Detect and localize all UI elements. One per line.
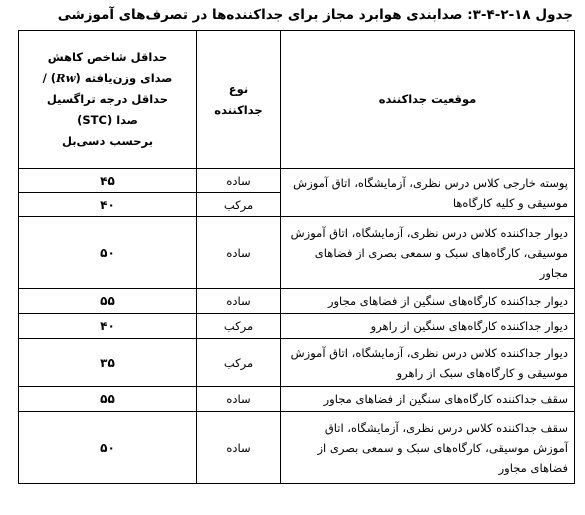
- header-value-line3: حداقل درجه تراگسیل: [46, 92, 169, 106]
- cell-location: دیوار جداکننده کارگاه‌های سنگین از راهرو: [281, 314, 575, 339]
- table-row: [19, 169, 575, 193]
- table-row: [19, 339, 575, 387]
- header-value-line4: صدا (STC): [77, 113, 138, 127]
- cell-type: مرکب: [197, 314, 281, 339]
- cell-type: ساده: [197, 289, 281, 314]
- cell-value: ۴۰: [19, 193, 197, 217]
- cell-type: مرکب: [197, 339, 281, 387]
- cell-location: دیوار جداکننده کلاس درس نظری، آزمایشگاه، اتاق آموزش موسیقی، کارگاه‌های سبک و سمعی بصری از فضاهای مجاور: [281, 217, 575, 289]
- header-type: [197, 31, 281, 169]
- header-location: موقعیت جداکننده: [281, 31, 575, 169]
- table-row: [19, 314, 575, 339]
- cell-type: ساده: [197, 217, 281, 289]
- header-value-line2a: صدای وزن‌یافته (: [75, 71, 173, 85]
- sound-insulation-table: [18, 30, 575, 484]
- cell-location: پوسته خارجی کلاس درس نظری، آزمایشگاه، اتاق آموزش موسیقی و کلیه کارگاه‌ها: [281, 169, 575, 217]
- cell-location: دیوار جداکننده کارگاه‌های سنگین از فضاهای مجاور: [281, 289, 575, 314]
- cell-location: سقف جداکننده کارگاه‌های سنگین از فضاهای مجاور: [281, 387, 575, 412]
- cell-type: مرکب: [197, 193, 281, 217]
- cell-value: ۵۵: [19, 289, 197, 314]
- header-value: [19, 31, 197, 169]
- table-row: [19, 217, 575, 289]
- cell-type: ساده: [197, 412, 281, 484]
- header-value-line1: حداقل شاخص کاهش: [47, 50, 168, 64]
- cell-value: ۵۰: [19, 217, 197, 289]
- rw-symbol-text: Rw: [56, 71, 76, 85]
- cell-location: دیوار جداکننده کلاس درس نظری، آزمایشگاه، اتاق آموزش موسیقی و کارگاه‌های سبک از راهرو: [281, 339, 575, 387]
- table-row: [19, 289, 575, 314]
- cell-type: ساده: [197, 169, 281, 193]
- cell-value: ۵۰: [19, 412, 197, 484]
- cell-value: ۴۰: [19, 314, 197, 339]
- table-caption: جدول ۱۸-۲-۴-۳: صدابندی هوابرد مجاز برای جداکننده‌ها در تصرف‌های آموزشی: [57, 7, 573, 23]
- header-row: [19, 31, 575, 169]
- header-type-line1: نوع: [228, 81, 249, 96]
- table-row: [19, 387, 575, 412]
- cell-type: ساده: [197, 387, 281, 412]
- rw-symbol: [56, 71, 75, 85]
- table-row: [19, 412, 575, 484]
- header-type-line2: جداکننده: [214, 102, 263, 117]
- cell-value: ۳۵: [19, 339, 197, 387]
- header-value-line5: برحسب دسی‌بل: [61, 134, 154, 148]
- header-value-line2b: ) /: [42, 71, 57, 85]
- cell-value: ۵۵: [19, 387, 197, 412]
- cell-value: ۴۵: [19, 169, 197, 193]
- cell-location: سقف جداکننده کلاس درس نظری، آزمایشگاه، اتاق آموزش موسیقی، کارگاه‌های سبک و سمعی بصری از فضاهای مجاور: [281, 412, 575, 484]
- header-value-line2: [25, 68, 190, 89]
